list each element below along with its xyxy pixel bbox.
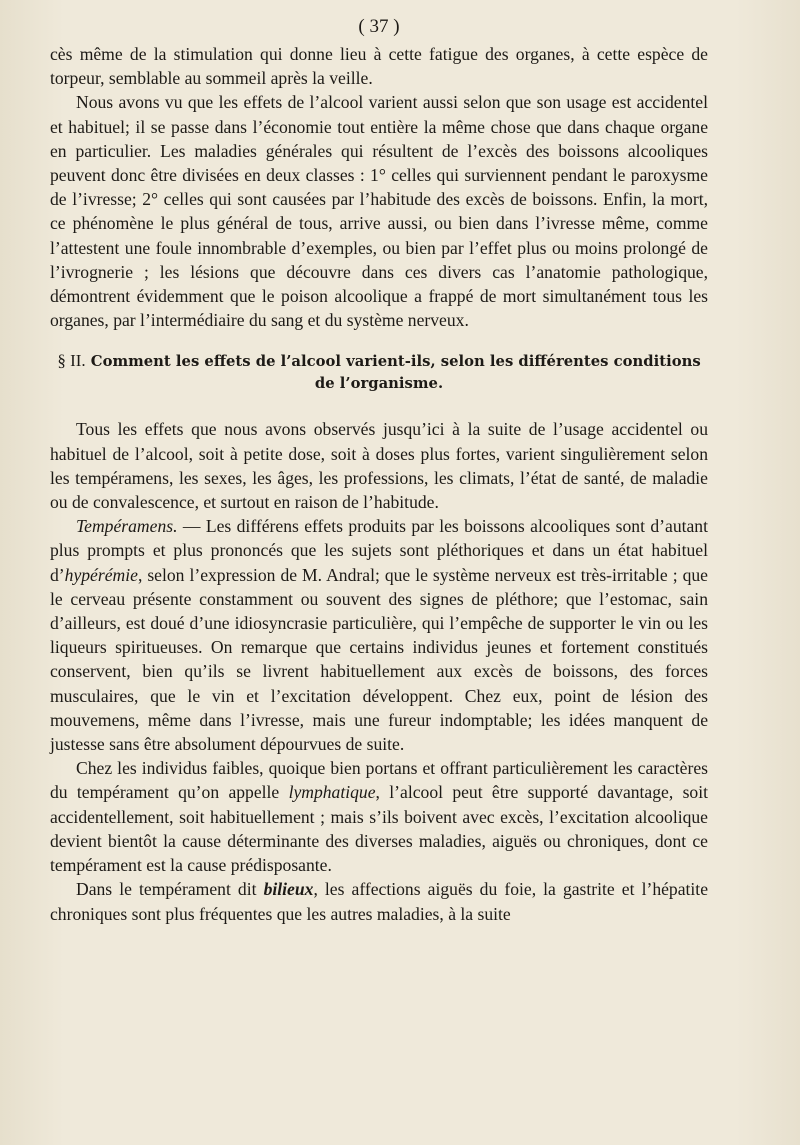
text-run: , l’alcool peut être supporté davantage, soit accidentellement, soit habituellement ; mais s’ils boivent avec excès, l’excitation alcoolique devient bientôt la cause déterminante des diverses maladies, aiguës ou chroniques, dont ce tempérament est la cause prédisposante. <box>50 782 708 876</box>
paragraph-p3 <box>50 417 708 514</box>
section-title: Comment les effets de l’alcool varient-ils, selon les différentes conditions de l’organisme. <box>90 353 701 393</box>
paragraphs-before-section <box>50 42 708 332</box>
emphasized-text: bilieux <box>263 879 314 900</box>
section-heading <box>50 350 708 395</box>
text-run: Nous avons vu que les effets de l’alcool varient aussi selon que son usage est accidentel et habituel; il se passe dans l’économie tout entière la même chose que dans chaque organe en particulier. Les maladies générales qui résultent de l’excès des boissons alcooliques peuvent donc être divisées en deux classes : 1° celles qui surviennent pendant le paroxysme de l’ivresse; 2° celles qui sont causées par l’habitude des excès de boissons. Enfin, la mort, ce phénomène le plus général de tous, arrive aussi, ou bien dans l’ivresse même, comme l’attestent une foule innombrable d’exemples, ou bien par l’effet plus ou moins prolongé de l’ivrognerie ; les lésions que découvre dans ces divers cas l’anatomie pathologique, démontrent évidemment que le poison alcoolique a frappé de mort simultanément tous les organes, par l’intermédiaire du sang et du système nerveux. <box>50 92 708 331</box>
section-number: § II. <box>57 351 86 371</box>
paragraph-p6 <box>50 877 708 925</box>
page-number: ( 37 ) <box>358 16 400 37</box>
text-run: — Les différens effets produits par les boissons alcooliques sont d’autant plus prompts et plus prononcés que les sujets sont pléthoriques et dans un état habituel d’ <box>50 516 708 585</box>
text-run: Chez les individus faibles, quoique bien portans et offrant particulièrement les caractères du tempérament qu’on appelle <box>50 758 708 803</box>
paragraph-p2 <box>50 90 708 332</box>
paragraph-p4 <box>50 514 708 756</box>
text-run: cès même de la stimulation qui donne lieu à cette fatigue des organes, à cette espèce de torpeur, semblable au sommeil après la veille. <box>50 44 708 89</box>
text-run: Dans le tempérament dit <box>76 879 264 900</box>
text-run: , les affections aiguës du foie, la gastrite et l’hépatite chroniques sont plus fréquentes que les autres maladies, à la suite <box>50 879 709 924</box>
text-run: , selon l’expression de M. Andral; que le système nerveux est très-irritable ; que le cerveau présente constamment ou souvent des signes de pléthore; que l’estomac, sain d’ailleurs, est doué d’une idiosyncrasie particulière, qui l’empêche de supporter le vin ou les liqueurs spiritueuses. On remarque que certains individus jeunes et fortement constitués conservent, bien qu’ils se livrent habituellement aux excès de boissons, des forces musculaires, que le vin et l’excitation développent. Chez eux, point de lésion des mouvemens, même dans l’ivresse, mais une fureur indomptable; les idées manquent de justesse sans être absolument dépourvues de suite. <box>50 564 708 755</box>
emphasized-text: hypérémie <box>64 564 138 585</box>
text-run: Tous les effets que nous avons observés jusqu’ici à la suite de l’usage accidentel ou habituel de l’alcool, soit à petite dose, soit à doses plus fortes, varient singulièrement selon les tempéramens, les sexes, les âges, les professions, les climats, l’état de santé, de maladie ou de convalescence, et surtout en raison de l’habitude. <box>50 419 708 513</box>
emphasized-text: Tempéramens. <box>76 516 178 537</box>
paragraph-p5 <box>50 756 708 877</box>
body-text <box>50 42 708 926</box>
emphasized-text: lymphatique <box>288 782 376 803</box>
paragraphs-after-section <box>50 417 708 925</box>
paragraph-p1 <box>50 42 708 90</box>
